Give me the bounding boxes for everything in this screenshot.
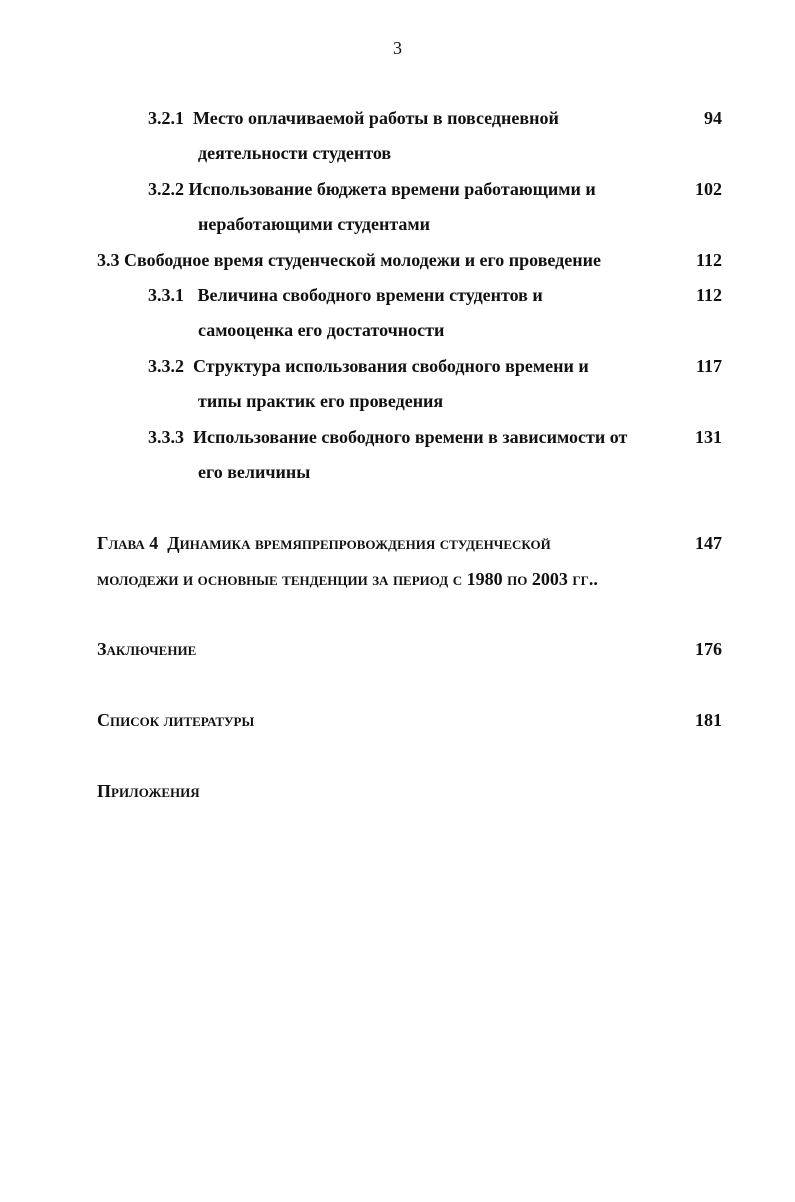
- toc-entry-page: 176: [695, 639, 722, 659]
- toc-entry-page: 94: [704, 108, 722, 128]
- toc-entry-title: Приложения: [97, 781, 200, 801]
- toc-entry-number: 3.3.3: [148, 427, 184, 447]
- toc-entry-title-continued: неработающими студентами: [198, 214, 431, 234]
- year-start: 1980: [466, 569, 503, 589]
- toc-entry-title: Структура использования свободного времени и: [193, 356, 589, 376]
- toc-entry-page: 147: [695, 533, 722, 553]
- toc-entry-title-continued: его величины: [198, 462, 311, 482]
- toc-entry-page: 117: [695, 356, 722, 376]
- toc-entry-title: Место оплачиваемой работы в повседневной: [193, 108, 559, 128]
- toc-entry-title-continued: молодежи и основные тенденции за период с: [97, 569, 463, 589]
- toc-entry-title: Величина свободного времени студентов и: [197, 285, 543, 305]
- toc-entry-page: 102: [695, 179, 722, 199]
- toc-entry-title: Заключение: [97, 639, 197, 659]
- toc-entry-title: Список литературы: [97, 710, 255, 730]
- toc-entry-title: Использование свободного времени в зависимости от: [193, 427, 628, 447]
- toc-entry-number: 3.2.1: [148, 108, 184, 128]
- toc-entry-number: 3.3.1: [148, 285, 184, 305]
- toc-word-gg: гг..: [572, 569, 598, 589]
- toc-entry-title-continued: деятельности студентов: [198, 143, 392, 163]
- toc-word-po: по: [507, 569, 528, 589]
- toc-entry-page: 131: [695, 427, 722, 447]
- toc-entry-title-continued: самооценка его достаточности: [198, 320, 445, 340]
- toc-entry-number: 3.3.2: [148, 356, 184, 376]
- toc-entry-title: 3.3 Свободное время студенческой молодежи и его проведение: [97, 250, 602, 270]
- toc-entry-title: Использование бюджета времени работающими и: [188, 179, 596, 199]
- toc-entry-page: 112: [695, 250, 722, 270]
- toc-entry-number: 3.2.2: [148, 179, 184, 199]
- page-number: 3: [393, 38, 402, 58]
- toc-entry-page: 181: [695, 710, 722, 730]
- toc-entry-title-continued: типы практик его проведения: [198, 391, 444, 411]
- chapter-label: Глава 4: [97, 533, 159, 553]
- toc-entry-title: Динамика времяпрепровождения студенческой: [167, 533, 551, 553]
- toc-entry-page: 112: [695, 285, 722, 305]
- year-end: 2003: [531, 569, 568, 589]
